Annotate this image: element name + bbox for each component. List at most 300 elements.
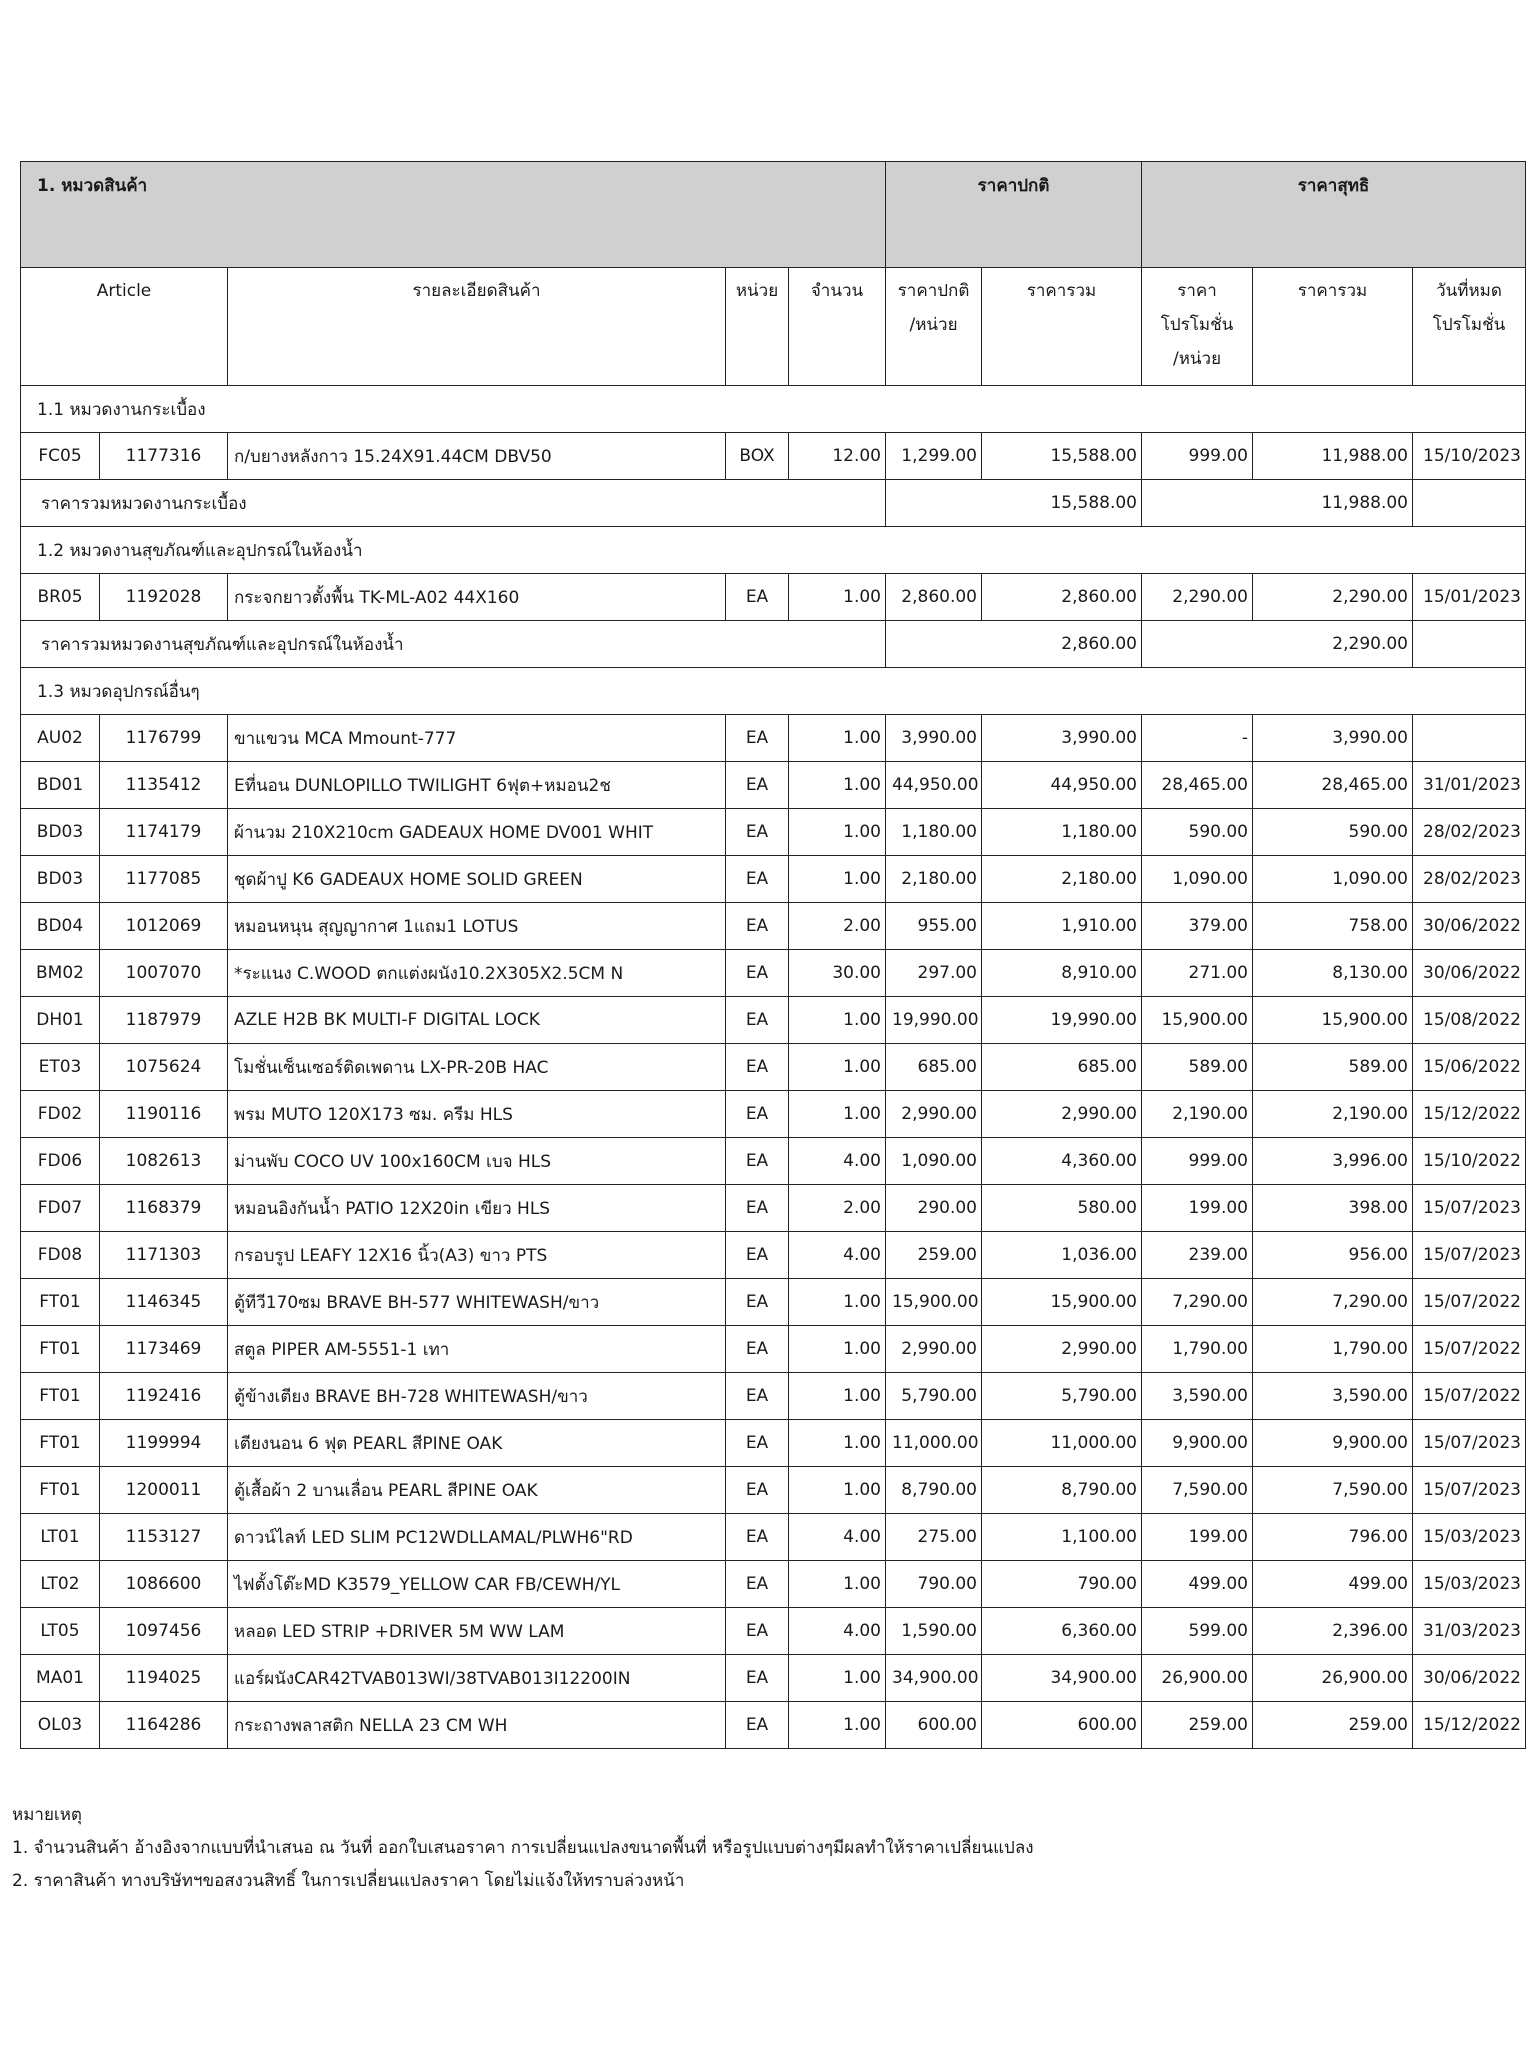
table-row [21, 997, 1526, 1044]
section-title: 1.3 หมวดอุปกรณ์อื่นๆ [21, 668, 1526, 715]
section-header [21, 386, 1526, 433]
cell-code: FT01 [21, 1467, 100, 1514]
cell-description: กรอบรูป LEAFY 12X16 นิ้ว(A3) ขาว PTS [228, 1232, 726, 1279]
cell-promo-price: 999.00 [1142, 433, 1253, 480]
cell-price-unit: 790.00 [886, 1561, 982, 1608]
cell-unit: EA [726, 1232, 789, 1279]
cell-code: FD08 [21, 1232, 100, 1279]
cell-qty: 1.00 [789, 1279, 886, 1326]
cell-article: 1171303 [100, 1232, 228, 1279]
cell-price-unit: 8,790.00 [886, 1467, 982, 1514]
cell-description: ชุดผ้าปู K6 GADEAUX HOME SOLID GREEN [228, 856, 726, 903]
cell-description: ม่านพับ COCO UV 100x160CM เบจ HLS [228, 1138, 726, 1185]
cell-promo-price: 199.00 [1142, 1514, 1253, 1561]
table-row [21, 950, 1526, 997]
cell-qty: 30.00 [789, 950, 886, 997]
cell-qty: 1.00 [789, 1373, 886, 1420]
cell-unit: EA [726, 1279, 789, 1326]
cell-article: 1086600 [100, 1561, 228, 1608]
cell-code: FT01 [21, 1326, 100, 1373]
cell-net-total: 3,990.00 [1253, 715, 1413, 762]
cell-description: ตู้ข้างเตียง BRAVE BH-728 WHITEWASH/ขาว [228, 1373, 726, 1420]
cell-expire-date: 28/02/2023 [1413, 856, 1526, 903]
cell-qty: 4.00 [789, 1232, 886, 1279]
cell-qty: 1.00 [789, 1655, 886, 1702]
cell-code: BD01 [21, 762, 100, 809]
cell-net-total: 3,996.00 [1253, 1138, 1413, 1185]
cell-price-unit: 44,950.00 [886, 762, 982, 809]
cell-price-unit: 1,090.00 [886, 1138, 982, 1185]
cell-total: 3,990.00 [982, 715, 1142, 762]
notes [12, 1799, 1034, 1898]
cell-total: 685.00 [982, 1044, 1142, 1091]
cell-expire-date: 15/01/2023 [1413, 574, 1526, 621]
cell-code: BD03 [21, 856, 100, 903]
cell-code: FT01 [21, 1279, 100, 1326]
cell-qty: 1.00 [789, 1326, 886, 1373]
table-row [21, 1514, 1526, 1561]
cell-price-unit: 275.00 [886, 1514, 982, 1561]
cell-description: หลอด LED STRIP +DRIVER 5M WW LAM [228, 1608, 726, 1655]
cell-price-unit: 955.00 [886, 903, 982, 950]
cell-total: 5,790.00 [982, 1373, 1142, 1420]
cell-expire-date: 15/10/2022 [1413, 1138, 1526, 1185]
cell-article: 1187979 [100, 997, 228, 1044]
cell-price-unit: 1,299.00 [886, 433, 982, 480]
cell-promo-price: 2,190.00 [1142, 1091, 1253, 1138]
cell-promo-price: 9,900.00 [1142, 1420, 1253, 1467]
category-title: 1. หมวดสินค้า [21, 162, 886, 268]
cell-unit: EA [726, 903, 789, 950]
cell-qty: 4.00 [789, 1514, 886, 1561]
cell-net-total: 9,900.00 [1253, 1420, 1413, 1467]
cell-code: DH01 [21, 997, 100, 1044]
cell-net-total: 1,790.00 [1253, 1326, 1413, 1373]
table-row [21, 1655, 1526, 1702]
col-price-unit-l1: ราคาปกติ [897, 281, 970, 301]
cell-description: กระถางพลาสติก NELLA 23 CM WH [228, 1702, 726, 1749]
cell-code: LT02 [21, 1561, 100, 1608]
section-header [21, 668, 1526, 715]
table-row [21, 433, 1526, 480]
cell-price-unit: 3,990.00 [886, 715, 982, 762]
cell-expire-date: 15/10/2023 [1413, 433, 1526, 480]
cell-total: 1,180.00 [982, 809, 1142, 856]
summary-total: 2,860.00 [886, 621, 1142, 668]
table-row [21, 1044, 1526, 1091]
cell-expire-date: 15/08/2022 [1413, 997, 1526, 1044]
cell-net-total: 2,290.00 [1253, 574, 1413, 621]
col-promo [1142, 268, 1253, 386]
cell-unit: EA [726, 1091, 789, 1138]
cell-code: LT05 [21, 1608, 100, 1655]
cell-total: 44,950.00 [982, 762, 1142, 809]
cell-price-unit: 2,990.00 [886, 1091, 982, 1138]
cell-article: 1192028 [100, 574, 228, 621]
col-promo-l3: /หน่วย [1172, 349, 1222, 369]
cell-total: 15,588.00 [982, 433, 1142, 480]
cell-article: 1173469 [100, 1326, 228, 1373]
table-row [21, 903, 1526, 950]
cell-unit: EA [726, 762, 789, 809]
cell-net-total: 28,465.00 [1253, 762, 1413, 809]
cell-article: 1097456 [100, 1608, 228, 1655]
cell-unit: EA [726, 1373, 789, 1420]
cell-description: ผ้านวม 210X210cm GADEAUX HOME DV001 WHIT [228, 809, 726, 856]
cell-unit: EA [726, 1655, 789, 1702]
cell-description: ตู้เสื้อผ้า 2 บานเลื่อน PEARL สีPINE OAK [228, 1467, 726, 1514]
col-article: Article [21, 268, 228, 386]
table-row [21, 1326, 1526, 1373]
cell-unit: EA [726, 1702, 789, 1749]
cell-promo-price: 239.00 [1142, 1232, 1253, 1279]
summary-label: ราคารวมหมวดงานกระเบื้อง [21, 480, 886, 527]
cell-expire-date: 30/06/2022 [1413, 1655, 1526, 1702]
group-normal-price: ราคาปกติ [886, 162, 1142, 268]
cell-article: 1075624 [100, 1044, 228, 1091]
cell-code: LT01 [21, 1514, 100, 1561]
cell-qty: 1.00 [789, 856, 886, 903]
cell-code: BD03 [21, 809, 100, 856]
cell-promo-price: 590.00 [1142, 809, 1253, 856]
cell-price-unit: 2,860.00 [886, 574, 982, 621]
cell-net-total: 259.00 [1253, 1702, 1413, 1749]
cell-description: ไฟตั้งโต๊ะMD K3579_YELLOW CAR FB/CEWH/YL [228, 1561, 726, 1608]
cell-unit: EA [726, 1467, 789, 1514]
cell-article: 1007070 [100, 950, 228, 997]
cell-article: 1194025 [100, 1655, 228, 1702]
notes-title: หมายเหตุ [12, 1805, 82, 1825]
cell-promo-price: - [1142, 715, 1253, 762]
cell-net-total: 3,590.00 [1253, 1373, 1413, 1420]
cell-net-total: 758.00 [1253, 903, 1413, 950]
cell-code: FD06 [21, 1138, 100, 1185]
cell-promo-price: 379.00 [1142, 903, 1253, 950]
cell-description: Eที่นอน DUNLOPILLO TWILIGHT 6ฟุต+หมอน2ช [228, 762, 726, 809]
cell-unit: EA [726, 809, 789, 856]
cell-promo-price: 199.00 [1142, 1185, 1253, 1232]
col-expire-l1: วันที่หมด [1436, 281, 1502, 301]
cell-unit: BOX [726, 433, 789, 480]
col-total: ราคารวม [982, 268, 1142, 386]
table-row [21, 856, 1526, 903]
cell-article: 1192416 [100, 1373, 228, 1420]
cell-article: 1146345 [100, 1279, 228, 1326]
cell-code: FT01 [21, 1420, 100, 1467]
cell-price-unit: 600.00 [886, 1702, 982, 1749]
cell-promo-price: 599.00 [1142, 1608, 1253, 1655]
cell-article: 1174179 [100, 809, 228, 856]
cell-code: BD04 [21, 903, 100, 950]
cell-code: OL03 [21, 1702, 100, 1749]
cell-total: 2,180.00 [982, 856, 1142, 903]
cell-total: 2,860.00 [982, 574, 1142, 621]
cell-promo-price: 28,465.00 [1142, 762, 1253, 809]
cell-net-total: 499.00 [1253, 1561, 1413, 1608]
cell-expire-date: 15/12/2022 [1413, 1091, 1526, 1138]
col-promo-l2: โปรโมชั่น [1160, 315, 1234, 335]
table-row [21, 1420, 1526, 1467]
cell-total: 19,990.00 [982, 997, 1142, 1044]
cell-total: 1,910.00 [982, 903, 1142, 950]
cell-price-unit: 1,590.00 [886, 1608, 982, 1655]
section-title: 1.1 หมวดงานกระเบื้อง [21, 386, 1526, 433]
cell-article: 1082613 [100, 1138, 228, 1185]
cell-net-total: 2,396.00 [1253, 1608, 1413, 1655]
cell-description: กระจกยาวตั้งพื้น TK-ML-A02 44X160 [228, 574, 726, 621]
cell-net-total: 15,900.00 [1253, 997, 1413, 1044]
cell-net-total: 956.00 [1253, 1232, 1413, 1279]
cell-expire-date: 15/07/2023 [1413, 1467, 1526, 1514]
cell-description: ก/บยางหลังกาว 15.24X91.44CM DBV50 [228, 433, 726, 480]
summary-empty [1413, 480, 1526, 527]
cell-code: BR05 [21, 574, 100, 621]
cell-code: ET03 [21, 1044, 100, 1091]
cell-expire-date: 15/12/2022 [1413, 1702, 1526, 1749]
col-promo-l1: ราคา [1177, 281, 1217, 301]
cell-unit: EA [726, 574, 789, 621]
cell-expire-date: 15/07/2023 [1413, 1420, 1526, 1467]
col-price-unit-l2: /หน่วย [909, 315, 958, 335]
cell-expire-date: 30/06/2022 [1413, 903, 1526, 950]
cell-unit: EA [726, 950, 789, 997]
cell-promo-price: 589.00 [1142, 1044, 1253, 1091]
table-row [21, 1185, 1526, 1232]
cell-total: 790.00 [982, 1561, 1142, 1608]
cell-article: 1153127 [100, 1514, 228, 1561]
cell-code: FC05 [21, 433, 100, 480]
cell-description: สตูล PIPER AM-5551-1 เทา [228, 1326, 726, 1373]
cell-total: 2,990.00 [982, 1326, 1142, 1373]
col-qty: จำนวน [789, 268, 886, 386]
cell-promo-price: 3,590.00 [1142, 1373, 1253, 1420]
cell-promo-price: 1,090.00 [1142, 856, 1253, 903]
table-row [21, 1091, 1526, 1138]
cell-total: 8,910.00 [982, 950, 1142, 997]
cell-promo-price: 2,290.00 [1142, 574, 1253, 621]
cell-qty: 1.00 [789, 1561, 886, 1608]
cell-total: 2,990.00 [982, 1091, 1142, 1138]
table-body [21, 386, 1526, 1749]
cell-net-total: 398.00 [1253, 1185, 1413, 1232]
cell-price-unit: 19,990.00 [886, 997, 982, 1044]
cell-net-total: 11,988.00 [1253, 433, 1413, 480]
cell-description: *ระแนง C.WOOD ตกแต่งผนัง10.2X305X2.5CM N [228, 950, 726, 997]
cell-promo-price: 999.00 [1142, 1138, 1253, 1185]
cell-code: FT01 [21, 1373, 100, 1420]
section-summary-row [21, 621, 1526, 668]
cell-code: BM02 [21, 950, 100, 997]
cell-total: 600.00 [982, 1702, 1142, 1749]
cell-promo-price: 1,790.00 [1142, 1326, 1253, 1373]
cell-promo-price: 26,900.00 [1142, 1655, 1253, 1702]
cell-promo-price: 7,590.00 [1142, 1467, 1253, 1514]
cell-total: 8,790.00 [982, 1467, 1142, 1514]
cell-description: หมอนหนุน สุญญากาศ 1แถม1 LOTUS [228, 903, 726, 950]
col-net-total: ราคารวม [1253, 268, 1413, 386]
cell-qty: 1.00 [789, 997, 886, 1044]
cell-price-unit: 5,790.00 [886, 1373, 982, 1420]
cell-promo-price: 271.00 [1142, 950, 1253, 997]
cell-net-total: 26,900.00 [1253, 1655, 1413, 1702]
cell-article: 1164286 [100, 1702, 228, 1749]
cell-unit: EA [726, 1608, 789, 1655]
cell-expire-date: 15/06/2022 [1413, 1044, 1526, 1091]
summary-empty [1413, 621, 1526, 668]
cell-article: 1012069 [100, 903, 228, 950]
cell-total: 1,036.00 [982, 1232, 1142, 1279]
cell-promo-price: 499.00 [1142, 1561, 1253, 1608]
cell-expire-date: 31/01/2023 [1413, 762, 1526, 809]
table-row [21, 1138, 1526, 1185]
cell-qty: 1.00 [789, 762, 886, 809]
cell-expire-date: 31/03/2023 [1413, 1608, 1526, 1655]
summary-total: 15,588.00 [886, 480, 1142, 527]
cell-expire-date: 15/03/2023 [1413, 1514, 1526, 1561]
cell-total: 34,900.00 [982, 1655, 1142, 1702]
cell-qty: 2.00 [789, 903, 886, 950]
col-expire-l2: โปรโมชั่น [1432, 315, 1506, 335]
section-title: 1.2 หมวดงานสุขภัณฑ์และอุปกรณ์ในห้องน้ำ [21, 527, 1526, 574]
cell-price-unit: 1,180.00 [886, 809, 982, 856]
cell-price-unit: 34,900.00 [886, 1655, 982, 1702]
cell-price-unit: 2,180.00 [886, 856, 982, 903]
col-price-unit [886, 268, 982, 386]
section-summary-row [21, 480, 1526, 527]
cell-qty: 1.00 [789, 1702, 886, 1749]
cell-qty: 4.00 [789, 1138, 886, 1185]
cell-total: 580.00 [982, 1185, 1142, 1232]
cell-code: AU02 [21, 715, 100, 762]
cell-qty: 2.00 [789, 1185, 886, 1232]
cell-code: FD02 [21, 1091, 100, 1138]
table-row [21, 809, 1526, 856]
cell-promo-price: 15,900.00 [1142, 997, 1253, 1044]
cell-qty: 1.00 [789, 1467, 886, 1514]
table-row [21, 1467, 1526, 1514]
cell-net-total: 1,090.00 [1253, 856, 1413, 903]
cell-expire-date: 15/07/2023 [1413, 1232, 1526, 1279]
table-row [21, 1561, 1526, 1608]
cell-qty: 4.00 [789, 1608, 886, 1655]
cell-net-total: 8,130.00 [1253, 950, 1413, 997]
cell-article: 1176799 [100, 715, 228, 762]
cell-price-unit: 685.00 [886, 1044, 982, 1091]
cell-article: 1168379 [100, 1185, 228, 1232]
cell-net-total: 589.00 [1253, 1044, 1413, 1091]
cell-qty: 1.00 [789, 1420, 886, 1467]
col-description: รายละเอียดสินค้า [228, 268, 726, 386]
cell-code: FD07 [21, 1185, 100, 1232]
table-row [21, 1608, 1526, 1655]
cell-net-total: 590.00 [1253, 809, 1413, 856]
cell-description: แอร์ผนังCAR42TVAB013WI/38TVAB013I12200IN [228, 1655, 726, 1702]
cell-unit: EA [726, 1514, 789, 1561]
cell-article: 1200011 [100, 1467, 228, 1514]
cell-qty: 1.00 [789, 1044, 886, 1091]
cell-net-total: 796.00 [1253, 1514, 1413, 1561]
cell-qty: 1.00 [789, 809, 886, 856]
summary-net-total: 11,988.00 [1142, 480, 1413, 527]
cell-article: 1177316 [100, 433, 228, 480]
cell-unit: EA [726, 1420, 789, 1467]
cell-expire-date [1413, 715, 1526, 762]
cell-price-unit: 2,990.00 [886, 1326, 982, 1373]
cell-unit: EA [726, 1138, 789, 1185]
cell-net-total: 7,290.00 [1253, 1279, 1413, 1326]
cell-price-unit: 290.00 [886, 1185, 982, 1232]
cell-expire-date: 30/06/2022 [1413, 950, 1526, 997]
cell-promo-price: 259.00 [1142, 1702, 1253, 1749]
cell-promo-price: 7,290.00 [1142, 1279, 1253, 1326]
cell-description: พรม MUTO 120X173 ซม. ครีม HLS [228, 1091, 726, 1138]
cell-description: ดาวน์ไลท์ LED SLIM PC12WDLLAMAL/PLWH6"RD [228, 1514, 726, 1561]
section-header [21, 527, 1526, 574]
col-unit: หน่วย [726, 268, 789, 386]
cell-description: โมชั่นเซ็นเซอร์ติดเพดาน LX-PR-20B HAC [228, 1044, 726, 1091]
header-row-groups [21, 162, 1526, 268]
col-expire [1413, 268, 1526, 386]
header-row-columns [21, 268, 1526, 386]
quotation-sheet [20, 161, 1525, 1749]
cell-qty: 12.00 [789, 433, 886, 480]
cell-qty: 1.00 [789, 715, 886, 762]
cell-net-total: 7,590.00 [1253, 1467, 1413, 1514]
note-line-2: 2. ราคาสินค้า ทางบริษัทฯขอสงวนสิทธิ์ ในการเปลี่ยนแปลงราคา โดยไม่แจ้งให้ทราบล่วงหน้า [12, 1871, 685, 1891]
cell-unit: EA [726, 856, 789, 903]
table-row [21, 574, 1526, 621]
cell-description: หมอนอิงกันน้ำ PATIO 12X20in เขียว HLS [228, 1185, 726, 1232]
cell-article: 1177085 [100, 856, 228, 903]
cell-description: ตู้ทีวี170ซม BRAVE BH-577 WHITEWASH/ขาว [228, 1279, 726, 1326]
cell-total: 15,900.00 [982, 1279, 1142, 1326]
cell-article: 1190116 [100, 1091, 228, 1138]
cell-total: 6,360.00 [982, 1608, 1142, 1655]
cell-unit: EA [726, 1044, 789, 1091]
cell-description: ขาแขวน MCA Mmount-777 [228, 715, 726, 762]
cell-total: 1,100.00 [982, 1514, 1142, 1561]
cell-article: 1135412 [100, 762, 228, 809]
table-row [21, 1702, 1526, 1749]
table-row [21, 1373, 1526, 1420]
cell-qty: 1.00 [789, 1091, 886, 1138]
cell-total: 4,360.00 [982, 1138, 1142, 1185]
cell-net-total: 2,190.00 [1253, 1091, 1413, 1138]
cell-expire-date: 15/07/2022 [1413, 1326, 1526, 1373]
cell-unit: EA [726, 997, 789, 1044]
group-net-price: ราคาสุทธิ [1142, 162, 1526, 268]
cell-expire-date: 15/07/2022 [1413, 1373, 1526, 1420]
cell-unit: EA [726, 1561, 789, 1608]
cell-price-unit: 15,900.00 [886, 1279, 982, 1326]
cell-expire-date: 15/07/2023 [1413, 1185, 1526, 1232]
cell-unit: EA [726, 715, 789, 762]
cell-description: เตียงนอน 6 ฟุต PEARL สีPINE OAK [228, 1420, 726, 1467]
cell-description: AZLE H2B BK MULTI-F DIGITAL LOCK [228, 997, 726, 1044]
table-row [21, 1232, 1526, 1279]
summary-label: ราคารวมหมวดงานสุขภัณฑ์และอุปกรณ์ในห้องน้ำ [21, 621, 886, 668]
cell-qty: 1.00 [789, 574, 886, 621]
cell-expire-date: 15/07/2022 [1413, 1279, 1526, 1326]
cell-article: 1199994 [100, 1420, 228, 1467]
cell-code: MA01 [21, 1655, 100, 1702]
cell-total: 11,000.00 [982, 1420, 1142, 1467]
cell-price-unit: 11,000.00 [886, 1420, 982, 1467]
note-line-1: 1. จำนวนสินค้า อ้างอิงจากแบบที่นำเสนอ ณ วันที่ ออกใบเสนอราคา การเปลี่ยนแปลงขนาดพื้นที่ หรือรูปแบบต่างๆมีผลทำให้ราคาเปลี่ยนแปลง [12, 1838, 1034, 1858]
cell-unit: EA [726, 1326, 789, 1373]
cell-expire-date: 28/02/2023 [1413, 809, 1526, 856]
table-row [21, 762, 1526, 809]
